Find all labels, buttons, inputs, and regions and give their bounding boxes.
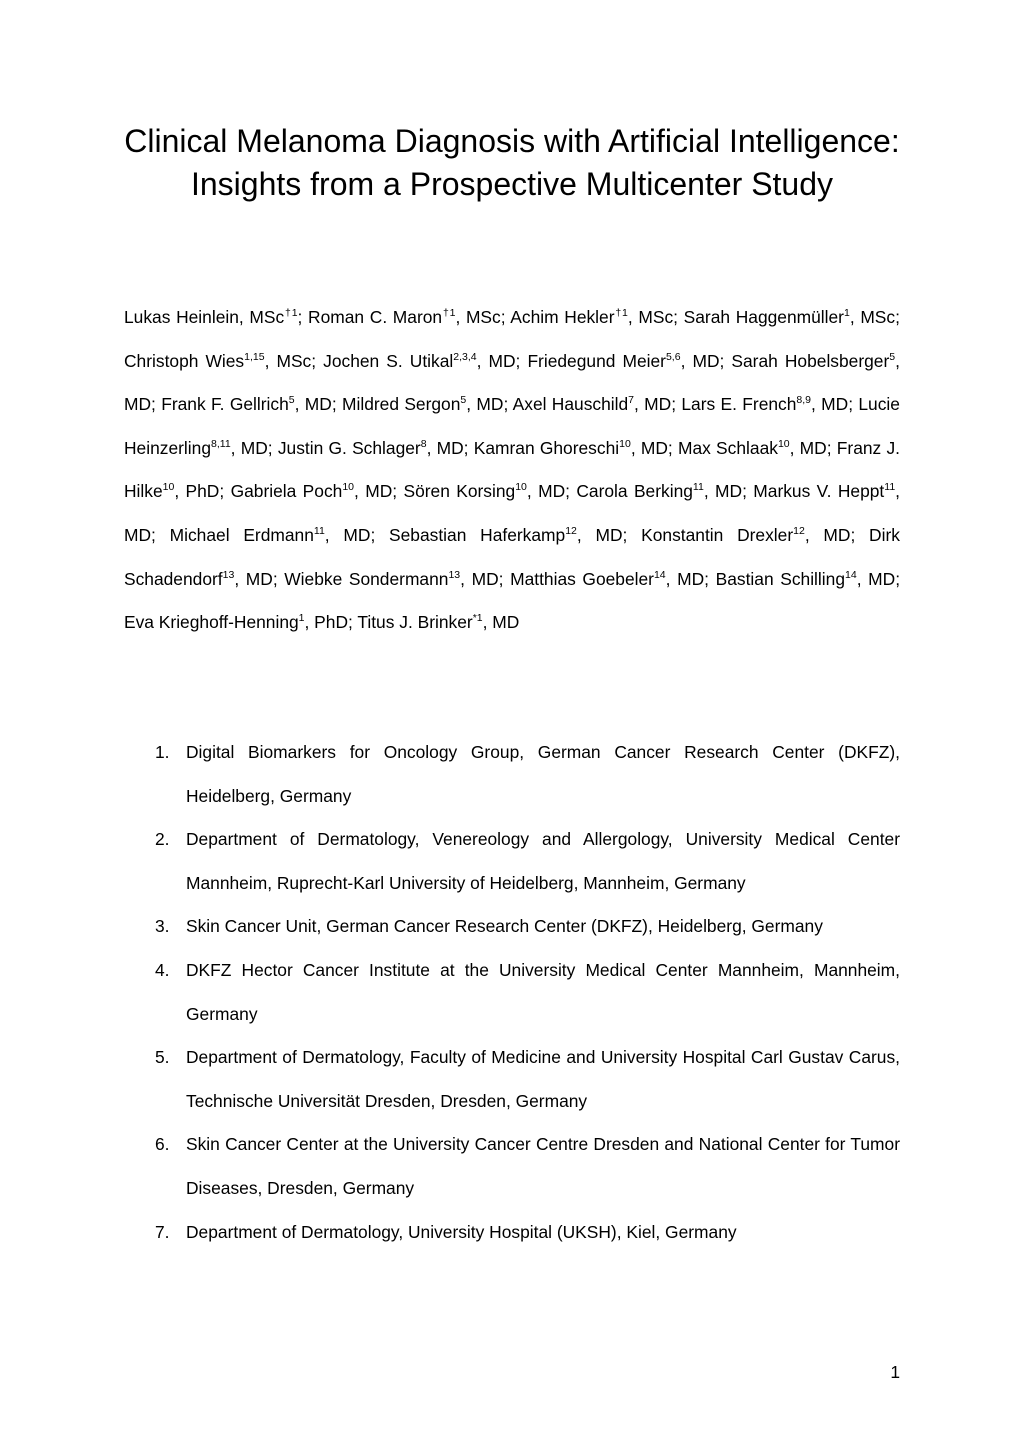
author-degree: , MD (324, 524, 371, 545)
affiliation-item (124, 1123, 900, 1210)
affiliation-marker: 11 (692, 481, 704, 494)
author (161, 394, 332, 414)
affiliation-marker: *1 (472, 612, 483, 625)
author-name: Justin G. Schlager (277, 437, 421, 458)
affiliation-marker: 1,15 (244, 350, 265, 363)
author-name: Bastian Schilling (715, 568, 845, 589)
affiliation-item (124, 1211, 900, 1255)
affiliation-text: Skin Cancer Unit, German Cancer Research Center (DKFZ), Heidelberg, Germany (186, 916, 823, 937)
affiliation-text: Skin Cancer Center at the University Cancer Centre Dresden and National Center for Tumor Diseases, Dresden, Germany (186, 1134, 900, 1198)
author-degree: , MD (124, 350, 900, 415)
affiliation-item (124, 1036, 900, 1123)
author (474, 438, 668, 458)
affiliation-marker: 11 (313, 524, 325, 537)
author (389, 525, 623, 545)
affiliation-marker: 5,6 (665, 350, 681, 363)
author (231, 481, 393, 501)
affiliation-marker: †1 (614, 307, 628, 319)
affiliation-marker: 10 (342, 481, 355, 494)
author (576, 481, 742, 501)
affiliation-text: DKFZ Hector Cancer Institute at the University Medical Center Mannheim, Mannheim, Germany (186, 959, 900, 1024)
affiliation-marker: 10 (515, 481, 527, 494)
affiliation-text: Department of Dermatology, University Hospital (UKSH), Kiel, Germany (186, 1221, 737, 1242)
author-name: Axel Hauschild (512, 394, 629, 415)
affiliation-marker: 8 (420, 437, 427, 450)
affiliation-marker: 10 (619, 437, 631, 450)
author (681, 394, 848, 414)
author (357, 612, 519, 632)
author-name: Franz J. Hilke (124, 437, 901, 502)
author-degree: , MD (526, 481, 566, 502)
author-list: Lukas Heinlein, MSc$^{\dagger 1}$; Roman C. Maron$^{\dagger 1}$, MSc; Achim Hekler$^{\dagger 1}$, MSc; Sarah Haggenmüller$^1$, MSc; Christoph Wies$^{1,15}$, MSc; Jochen S. Utikal$^{2,3,4}$, MD; Friedegund Meier$^{5,6}$, MD; Sarah Hobelsberger$^5$, MD; Frank F. Gellrich$^5$, MD; Mildred Sergon$^5$, MD; Axel Hauschild$^7$, MD; Lars E. French$^{8,9}$, MD; Lucie Heinzerling$^{8,11}$, MD; Justin G. Schlager$^8$, MD; Kamran Ghoreschi$^{10}$, MD; Max Schlaak$^{10}$, MD; Franz J. Hilke$^{10}$, PhD; Gabriela Poch$^{10}$, MD; Sören Korsing$^{10}$, MD; Carola Berking$^{11}$, MD; Markus V. Heppt$^{11}$, MD; Michael Erdmann$^{11}$, MD; Sebastian Haferkamp$^{12}$, MD; Konstantin Drexler$^{12}$, MD; Dirk Schadendorf$^{13}$, MD; Wiebke Sondermann$^{13}$, MD; Matthias Goebeler$^{14}$, MD; Bastian Schilling$^{14}$, MD; Eva Krieghoff-Henning$^1$, PhD; Titus J. Brinker$^{*1}$, MD (124, 307, 901, 633)
affiliation-marker: 1 (843, 307, 850, 319)
author-degree: , MD (294, 394, 332, 415)
author-degree: , MD (354, 481, 393, 502)
author (342, 394, 503, 414)
author-degree: , MD (476, 350, 516, 371)
affiliation-marker: 12 (793, 524, 805, 537)
author-degree: , PhD (174, 481, 220, 502)
author (513, 394, 672, 414)
author (124, 612, 348, 632)
affiliation-item (124, 818, 900, 905)
author (716, 569, 896, 589)
author (278, 438, 464, 458)
affiliation-marker: 5 (889, 350, 896, 363)
author-degree: , MD (230, 437, 268, 458)
paper-title: Clinical Melanoma Diagnosis with Artificial Intelligence: Insights from a Prospective Multicenter Study (124, 123, 900, 202)
author-name: Sebastian Haferkamp (389, 524, 566, 545)
author (678, 438, 827, 458)
author-degree: , MSc (849, 307, 896, 327)
affiliation-marker: 5 (288, 394, 295, 407)
affiliation-marker: 11 (884, 481, 896, 494)
affiliation-item (124, 905, 900, 949)
affiliation-marker: 10 (162, 481, 175, 494)
affiliation-marker: 8,9 (796, 394, 812, 407)
affiliation-marker: 13 (448, 568, 461, 581)
author (641, 525, 850, 545)
author-degree: , MD (124, 481, 901, 545)
affiliation-text: Digital Biomarkers for Oncology Group, German Cancer Research Center (DKFZ), Heidelberg, Germany (186, 742, 900, 806)
affiliation-marker: 14 (845, 568, 857, 581)
affiliation-marker: 13 (222, 568, 235, 581)
author-degree: , MD (703, 481, 743, 502)
affiliation-marker: 5 (460, 394, 467, 407)
author-name: Christoph Wies (124, 350, 245, 371)
author-degree: , MSc (264, 350, 312, 371)
affiliation-text: Department of Dermatology, Venereology and Allergology, University Medical Center Mannheim, Ruprecht-Karl University of Heidelberg, Mannheim, Germany (186, 829, 900, 893)
author-degree: , MD (234, 568, 273, 589)
author-degree: , MD (576, 524, 623, 545)
affiliation-list (124, 731, 900, 1254)
author (308, 307, 501, 327)
author-degree: , MD (680, 350, 720, 371)
affiliation-number: 6. (155, 1134, 170, 1155)
author-degree: , MD (789, 437, 827, 458)
author-name: Michael Erdmann (169, 524, 314, 545)
author-name: Sarah Haggenmüller (683, 307, 844, 327)
author-name: Matthias Goebeler (510, 568, 654, 589)
author-name: Kamran Ghoreschi (473, 437, 620, 458)
affiliation-number: 4. (155, 959, 170, 980)
author-name: Achim Hekler (510, 307, 615, 327)
author-degree: , MD (856, 568, 896, 589)
author-degree: , MD (811, 394, 849, 415)
author-name: Jochen S. Utikal (323, 350, 454, 371)
affiliation-item (124, 949, 900, 1036)
author (323, 351, 515, 371)
affiliation-item (124, 731, 900, 818)
author-name: Carola Berking (576, 481, 693, 502)
author-name: Roman C. Maron (308, 307, 443, 327)
author-name: Dirk Schadendorf (124, 524, 900, 589)
affiliation-marker: 10 (777, 437, 790, 450)
affiliation-number: 3. (155, 916, 170, 937)
author-degree: , MD (630, 437, 668, 458)
affiliation-marker: 12 (565, 524, 577, 537)
author-degree: , MSc (627, 307, 674, 327)
author-name: Lars E. French (681, 394, 797, 415)
author (510, 569, 704, 589)
author-degree: , MSc (455, 307, 501, 327)
affiliation-marker: 14 (653, 568, 666, 581)
author-name: Lukas Heinlein, MSc (124, 307, 285, 327)
author-name: Konstantin Drexler (641, 524, 794, 545)
affiliation-number: 2. (155, 829, 170, 850)
affiliation-text: Department of Dermatology, Faculty of Medicine and University Hospital Carl Gustav Carus, Technische Universität Dresden, Dresden, Germany (186, 1047, 900, 1111)
author-degree: , MD (634, 394, 672, 415)
author-degree: , MD (482, 612, 520, 633)
author-name: Titus J. Brinker (357, 612, 473, 633)
author-degree: , MD (460, 568, 499, 589)
author-degree: , MD (426, 437, 464, 458)
affiliation-marker: 8,11 (211, 437, 231, 450)
author-name: Sören Korsing (403, 481, 516, 502)
author-name: Friedegund Meier (527, 350, 666, 371)
affiliation-marker: 1 (298, 612, 305, 625)
author-name: Sarah Hobelsberger (731, 350, 890, 371)
author (403, 481, 565, 501)
author-name: Wiebke Sondermann (284, 568, 449, 589)
author (684, 307, 895, 327)
author-name: Frank F. Gellrich (161, 394, 289, 415)
author (124, 351, 311, 371)
author (124, 307, 298, 327)
affiliation-marker: †1 (284, 307, 298, 319)
author-degree: , MD (466, 394, 504, 415)
affiliation-number: 5. (155, 1047, 170, 1068)
author-name: Lucie Heinzerling (124, 394, 900, 458)
author (284, 569, 498, 589)
author-name: Markus V. Heppt (753, 481, 885, 502)
author-degree: , PhD (304, 612, 349, 633)
author-name: Mildred Sergon (341, 394, 461, 415)
author-degree: , MD (665, 568, 705, 589)
author (510, 307, 673, 327)
author (527, 351, 719, 371)
author-name: Max Schlaak (677, 437, 778, 458)
affiliation-number: 7. (155, 1221, 170, 1242)
page-number: 1 (890, 1362, 900, 1382)
author-name: Eva Krieghoff-Henning (124, 612, 299, 633)
author-name: Gabriela Poch (230, 481, 343, 502)
author (170, 525, 371, 545)
affiliation-marker: †1 (442, 307, 456, 319)
author-degree: , MD (804, 524, 851, 545)
affiliation-number: 1. (155, 742, 170, 762)
affiliation-marker: 7 (628, 394, 635, 407)
affiliation-marker: 2,3,4 (453, 350, 477, 363)
